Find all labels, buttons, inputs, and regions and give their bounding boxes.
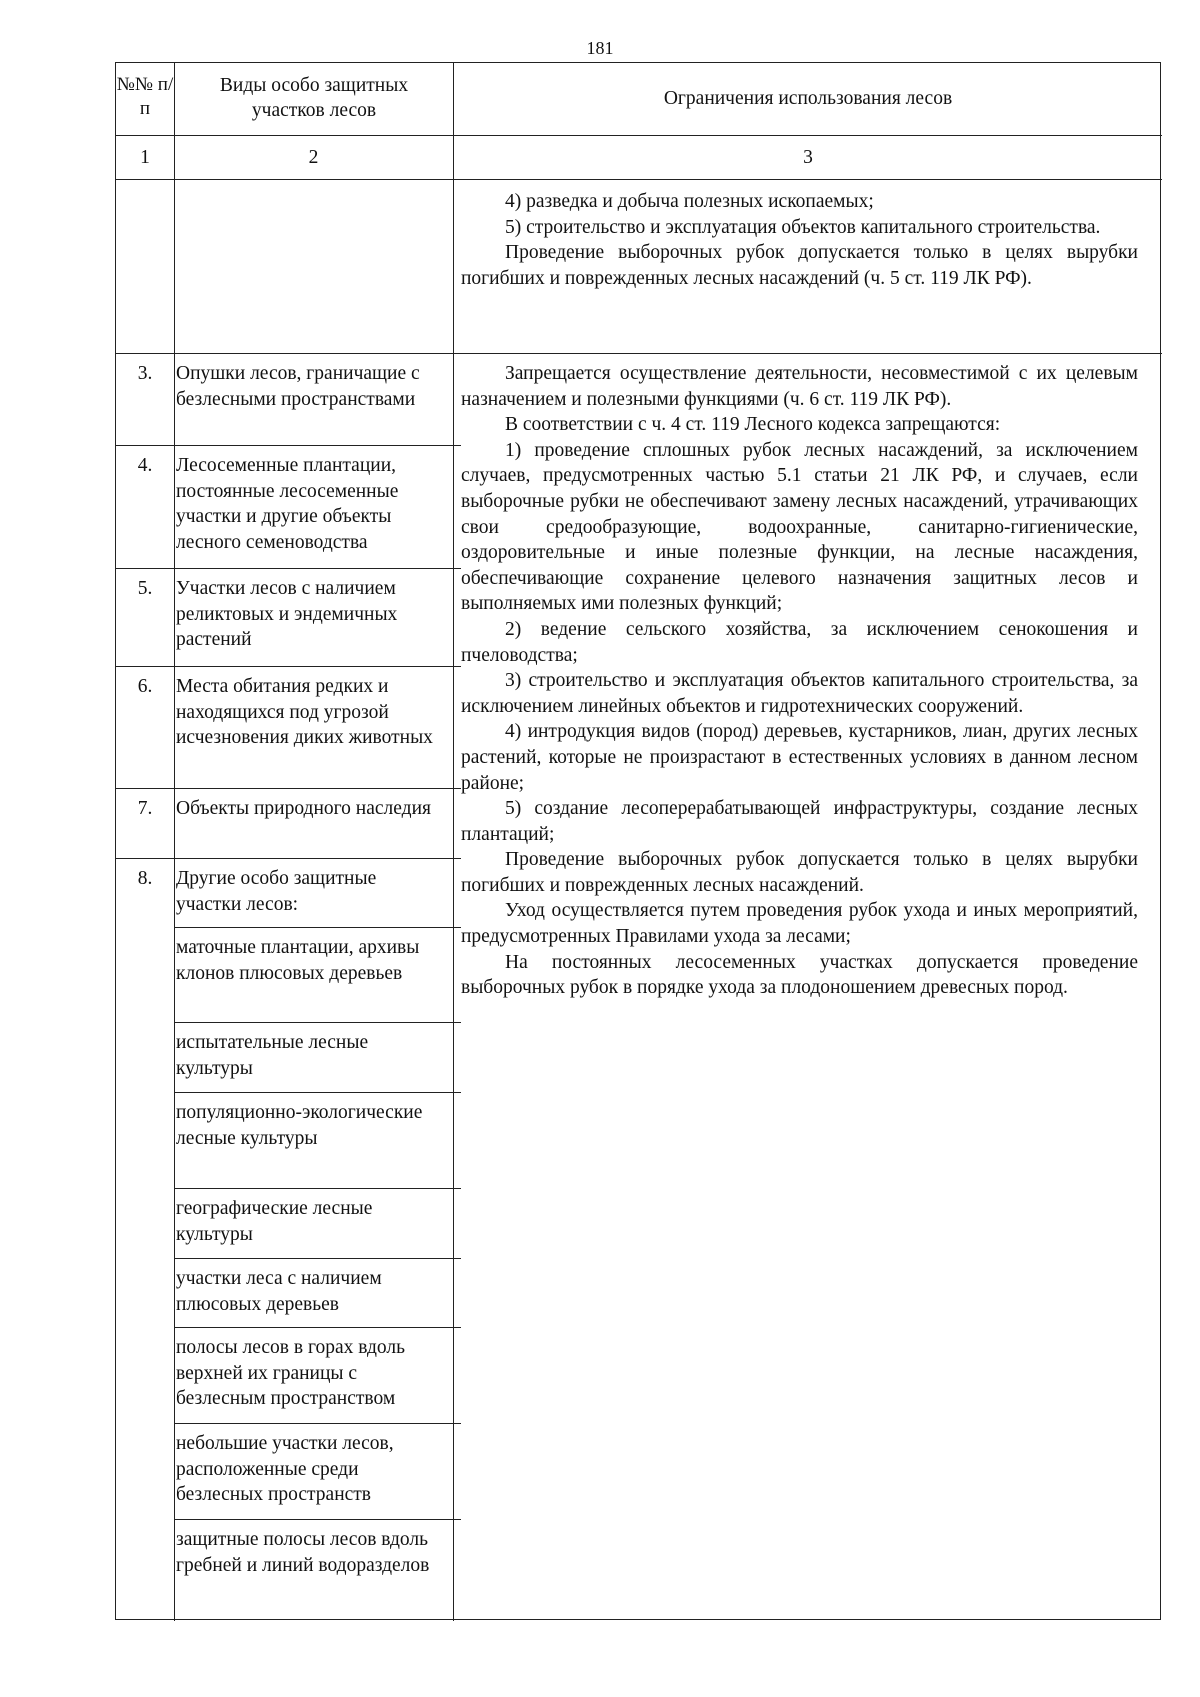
- subrow-type: участки леса с наличием плюсовых деревьев: [176, 1268, 382, 1315]
- paragraph: 5) строительство и эксплуатация объектов капитального строительства.: [505, 216, 1101, 238]
- paragraph: В соответствии с ч. 4 ст. 119 Лесного кодекса запрещаются:: [505, 414, 1001, 436]
- subrow-divider: [175, 1022, 461, 1023]
- subrow-divider: [175, 1327, 461, 1328]
- row-number: 5.: [137, 578, 153, 599]
- header-number: №№ п/п: [116, 74, 174, 119]
- restrictions-table: [115, 62, 1161, 1620]
- row-type: Места обитания редких и находящихся под угрозой исчезновения диких животных: [176, 676, 433, 749]
- paragraph: Проведение выборочных рубок допускается только в целях вырубки погибших и поврежденных лесных насаждений (ч. 5 ст. 119 ЛК РФ).: [461, 242, 1138, 289]
- continuation-text: [461, 189, 1138, 291]
- row-divider: [116, 568, 461, 569]
- subrow-divider: [175, 1519, 461, 1520]
- row-type: Участки лесов с наличием реликтовых и эндемичных растений: [176, 578, 398, 651]
- row-divider: [116, 858, 461, 859]
- subrow-divider: [175, 1423, 461, 1424]
- paragraph: 2) ведение сельского хозяйства, за исключением сенокошения и пчеловодства;: [461, 618, 1138, 666]
- colnum-divider: [116, 179, 1162, 180]
- row-number: 7.: [137, 798, 153, 819]
- row-divider: [116, 445, 461, 446]
- row-number: 8.: [137, 868, 153, 889]
- subrow-type: небольшие участки лесов, расположенные среди безлесных пространств: [176, 1433, 394, 1506]
- paragraph: На постоянных лесосеменных участках допускается проведение выборочных рубок в порядке ухода за плодоношением древесных пород.: [461, 951, 1138, 999]
- subrow-type: маточные плантации, архивы клонов плюсовых деревьев: [176, 937, 420, 984]
- restrictions-text: [461, 361, 1138, 1001]
- row-number: 6.: [137, 676, 153, 697]
- row-type: Опушки лесов, граничащие с безлесными пространствами: [176, 363, 420, 410]
- paragraph: Проведение выборочных рубок допускается только в целях вырубки погибших и поврежденных лесных насаждений.: [461, 849, 1138, 896]
- header-restrictions: Ограничения использования лесов: [663, 88, 953, 109]
- subrow-type: защитные полосы лесов вдоль гребней и линий водоразделов: [176, 1529, 430, 1576]
- subrow-type: полосы лесов в горах вдоль верхней их границы с безлесным пространством: [176, 1337, 406, 1410]
- subrow-divider: [175, 927, 461, 928]
- subrow-type: популяционно-экологические лесные культуры: [176, 1102, 423, 1149]
- col-number: 3: [803, 147, 813, 168]
- row-type: Объекты природного наследия: [176, 798, 431, 819]
- paragraph: 4) интродукция видов (пород) деревьев, кустарников, лиан, других лесных растений, которые не произрастают в естественных условиях в данном лесном районе;: [461, 721, 1138, 794]
- page-number: 181: [586, 38, 614, 58]
- paragraph: Запрещается осуществление деятельности, несовместимой с их целевым назначением и полезными функциями (ч. 6 ст. 119 ЛК РФ).: [461, 363, 1138, 410]
- row-divider: [116, 666, 461, 667]
- col-number: 1: [140, 147, 150, 168]
- row-number: 4.: [137, 455, 153, 476]
- row-number: 3.: [137, 363, 153, 384]
- paragraph: 1) проведение сплошных рубок лесных насаждений, за исключением случаев, предусмотренных частью 5.1 статьи 21 ЛК РФ, и случаев, если выборочные рубки не обеспечивают замену лесных насаждений, утрачивающих свои средообразующие, водоохранные, санитарно-гигиенические, оздоровительные и иные полезные функции, на лесные насаждения, обеспечивающие сохранение целевого назначения защитных лесов и выполняемых ими полезных функций;: [461, 439, 1138, 615]
- paragraph: 4) разведка и добыча полезных ископаемых;: [505, 191, 874, 212]
- col-number: 2: [308, 147, 319, 168]
- subrow-type: испытательные лесные культуры: [176, 1032, 369, 1079]
- header-divider: [116, 135, 1162, 136]
- paragraph: 5) создание лесоперерабатывающей инфраструктуры, создание лесных плантаций;: [461, 798, 1138, 845]
- row-type: Лесосеменные плантации, постоянные лесосеменные участки и другие объекты лесного семеноводства: [176, 455, 399, 553]
- header-type: Виды особо защитных участков лесов: [219, 75, 409, 121]
- row-divider: [116, 788, 461, 789]
- paragraph: Уход осуществляется путем проведения рубок ухода и иных мероприятий, предусмотренных Правилами ухода за лесами;: [461, 900, 1138, 948]
- continuation-divider: [116, 353, 1162, 354]
- subrow-type: географические лесные культуры: [176, 1198, 373, 1245]
- paragraph: 3) строительство и эксплуатация объектов капитального строительства, за исключением линейных объектов и гидротехнических сооружений.: [461, 670, 1138, 717]
- column-divider: [453, 63, 454, 1621]
- subrow-divider: [175, 1258, 461, 1259]
- subrow-divider: [175, 1188, 461, 1189]
- subrow-divider: [175, 1092, 461, 1093]
- row-type: Другие особо защитные участки лесов:: [176, 868, 377, 915]
